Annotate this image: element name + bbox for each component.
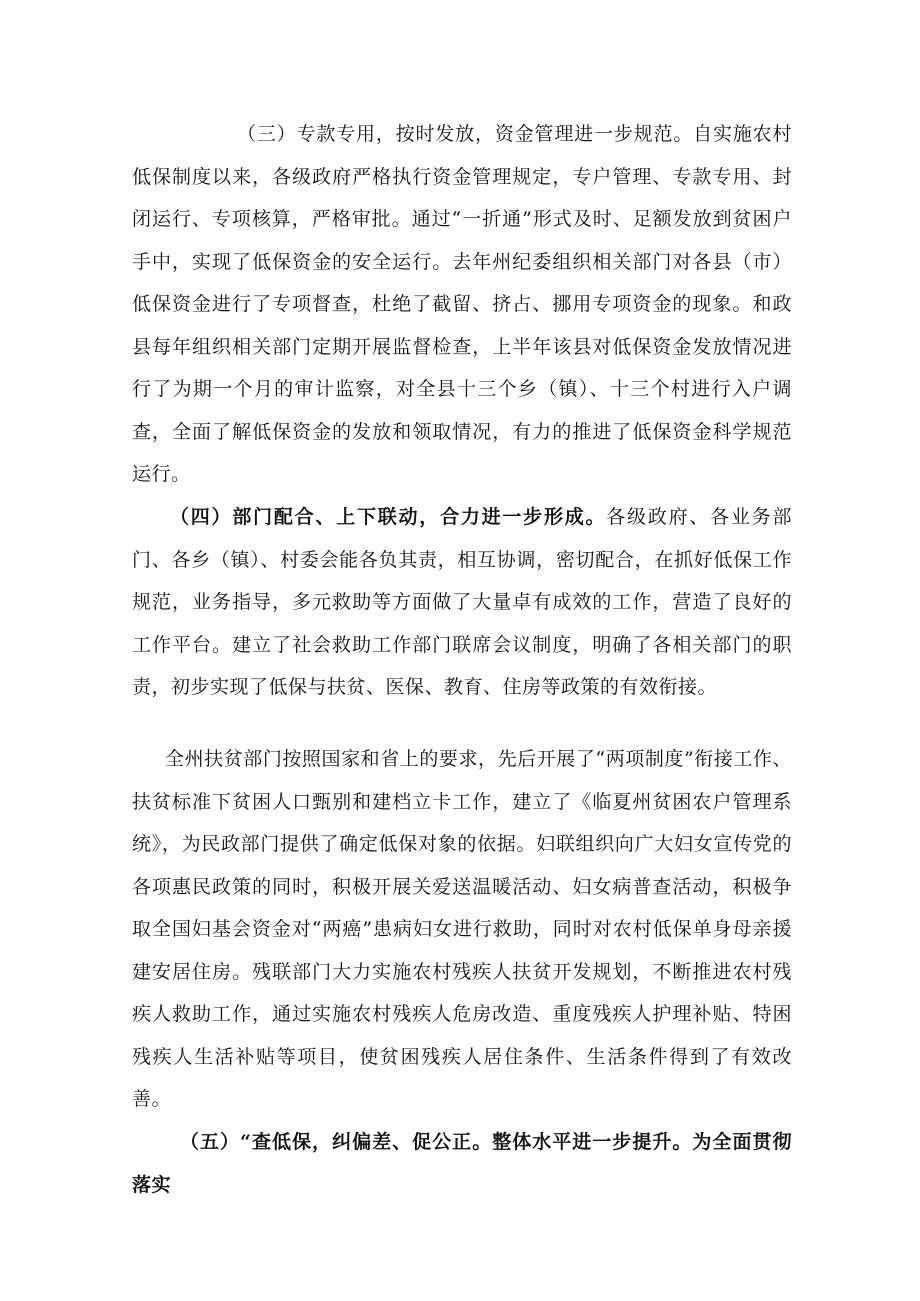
paragraph-check-low-income <box>132 1121 792 1206</box>
section-heading: （四）部门配合、上下联动，合力进一步形成。 <box>170 506 607 528</box>
paragraph-text: 为全面贯彻落实 <box>132 1131 792 1196</box>
paragraph-poverty-alleviation <box>132 738 792 1121</box>
section-heading: （五）“查低保，纠偏差、促公正。整体水平进一步提升。 <box>180 1131 693 1153</box>
paragraph-text: 全州扶贫部门按照国家和省上的要求，先后开展了“两项制度”衔接工作、扶贫标准下贫困人口甄别和建档立卡工作，建立了《临夏州贫困农户管理系统》，为民政部门提供了确定低保对象的依据。妇联组织向广大妇女宣传党的各项惠民政策的同时，积极开展关爱送温暖活动、妇女病普查活动，积极争取全国妇基会资金对“两癌”患病妇女进行救助，同时对农村低保单身母亲援建安居住房。残联部门大力实施农村残疾人扶贫开发规划，不断推进农村残疾人救助工作，通过实施农村残疾人危房改造、重度残疾人护理补贴、特困残疾人生活补贴等项目，使贫困残疾人居住条件、生活条件得到了有效改善。 <box>132 748 792 1110</box>
paragraph-text: 各级政府、各业务部门、各乡（镇）、村委会能各负其责，相互协调，密切配合，在抓好低保工作规范，业务指导，多元救助等方面做了大量卓有成效的工作，营造了良好的工作平台。建立了社会救助工作部门联席会议制度，明确了各相关部门的职责，初步实现了低保与扶贫、医保、教育、住房等政策的有效衔接。 <box>132 506 792 698</box>
paragraph-special-funds <box>132 113 792 496</box>
paragraph-department-cooperation <box>132 496 792 709</box>
paragraph-text: （三）专款专用，按时发放，资金管理进一步规范。自实施农村低保制度以来，各级政府严格执行资金管理规定，专户管理、专款专用、封闭运行、专项核算，严格审批。通过“一折通”形式及时、足额发放到贫困户手中，实现了低保资金的安全运行。去年州纪委组织相关部门对各县（市）低保资金进行了专项督查，杜绝了截留、挤占、挪用专项资金的现象。和政县每年组织相关部门定期开展监督检查，上半年该县对低保资金发放情况进行了为期一个月的审计监察，对全县十三个乡（镇）、十三个村进行入户调查，全面了解低保资金的发放和领取情况，有力的推进了低保资金科学规范运行。 <box>132 123 792 485</box>
